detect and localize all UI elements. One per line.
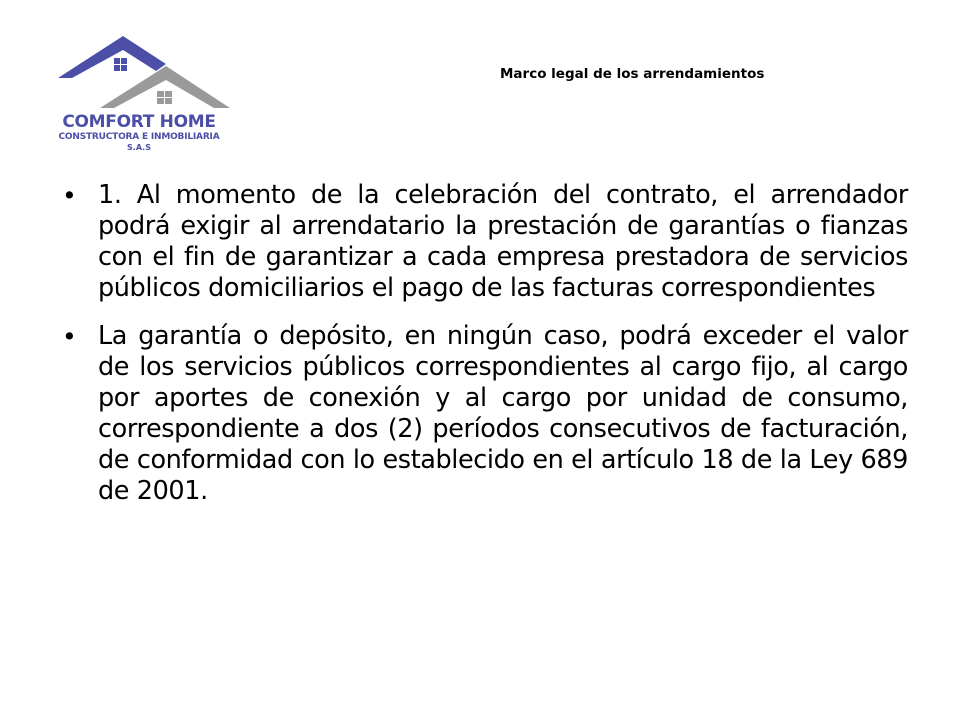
logo-suffix: S.A.S	[127, 143, 151, 152]
bullet-text: 1. Al momento de la celebración del contrato, el arrendador podrá exigir al arrendatario la prestación de garantías o fianzas con el fin de garantizar a cada empresa prestadora de servicios públicos domiciliarios el pago de las facturas correspondientes	[98, 180, 908, 303]
slide-title: Marco legal de los arrendamientos	[500, 66, 765, 82]
bullet-marker: •	[62, 322, 77, 351]
logo-subtitle: CONSTRUCTORA E INMOBILIARIA	[58, 132, 220, 142]
bullet-marker: •	[62, 181, 77, 210]
bullet-text: La garantía o depósito, en ningún caso, podrá exceder el valor de los servicios públicos correspondientes al cargo fijo, al cargo por aportes de conexión y al cargo por unidad de consumo, correspondiente a dos (2) períodos consecutivos de facturación, de conformidad con lo establecido en el artículo 18 de la Ley 689 de 2001.	[98, 321, 908, 506]
bullet-list	[62, 180, 908, 524]
company-logo	[48, 28, 238, 158]
bullet-item-2	[62, 321, 908, 507]
logo-company-name: COMFORT HOME	[62, 112, 216, 132]
bullet-item-1	[62, 180, 908, 304]
